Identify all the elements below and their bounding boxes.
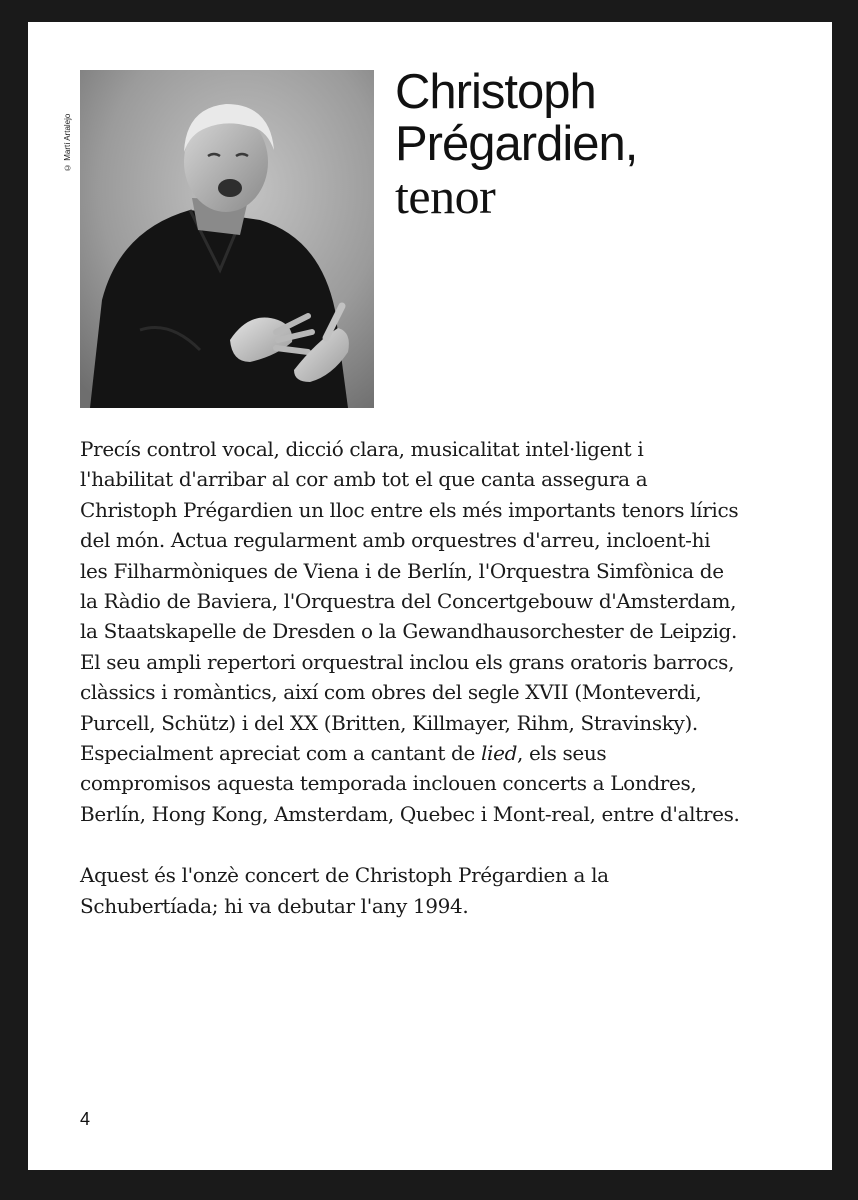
biography-text (80, 434, 740, 952)
photo-credit: © Martí Artalejo (63, 113, 72, 172)
portrait-photo (80, 70, 374, 408)
biography-text-part: , els seus compromisos aquesta temporada inclouen concerts a Londres, Berlín, Hong Kong, Amsterdam, Quebec i Mont-real, entre d'altres. (80, 741, 740, 826)
title-role: tenor (395, 168, 496, 224)
biography-text-part: Precís control vocal, dicció clara, musicalitat intel·ligent i l'habilitat d'arribar al cor amb tot el que canta assegura a Christoph Prégardien un lloc entre els més importants tenors lírics del món. Actua regularment amb orquestres d'arreu, incloent-hi les Filharmòniques de Viena i de Berlín, l'Orquestra Simfònica de la Ràdio de Baviera, l'Orquestra del Concertgebouw d'Amsterdam, la Staatskapelle de Dresden o la Gewandhausorchester de Leipzig. El seu ampli repertori orquestral inclou els grans oratoris barrocs, clàssics i romàntics, així com obres del segle XVII (Monteverdi, Purcell, Schütz) i del XX (Britten, Killmayer, Rihm, Stravinsky). Especialment apreciat com a cantant de (80, 437, 739, 766)
biography-paragraph (80, 434, 740, 829)
page-title (395, 66, 815, 222)
page-number: 4 (80, 1109, 91, 1129)
title-first-name: Christoph (395, 65, 596, 119)
biography-italic-term: lied (480, 741, 518, 766)
portrait-illustration (80, 70, 374, 408)
biography-paragraph-2: Aquest és l'onzè concert de Christoph Prégardien a la Schubertíada; hi va debutar l'any 1994. (80, 863, 609, 918)
title-last-name: Prégardien, (395, 117, 638, 171)
